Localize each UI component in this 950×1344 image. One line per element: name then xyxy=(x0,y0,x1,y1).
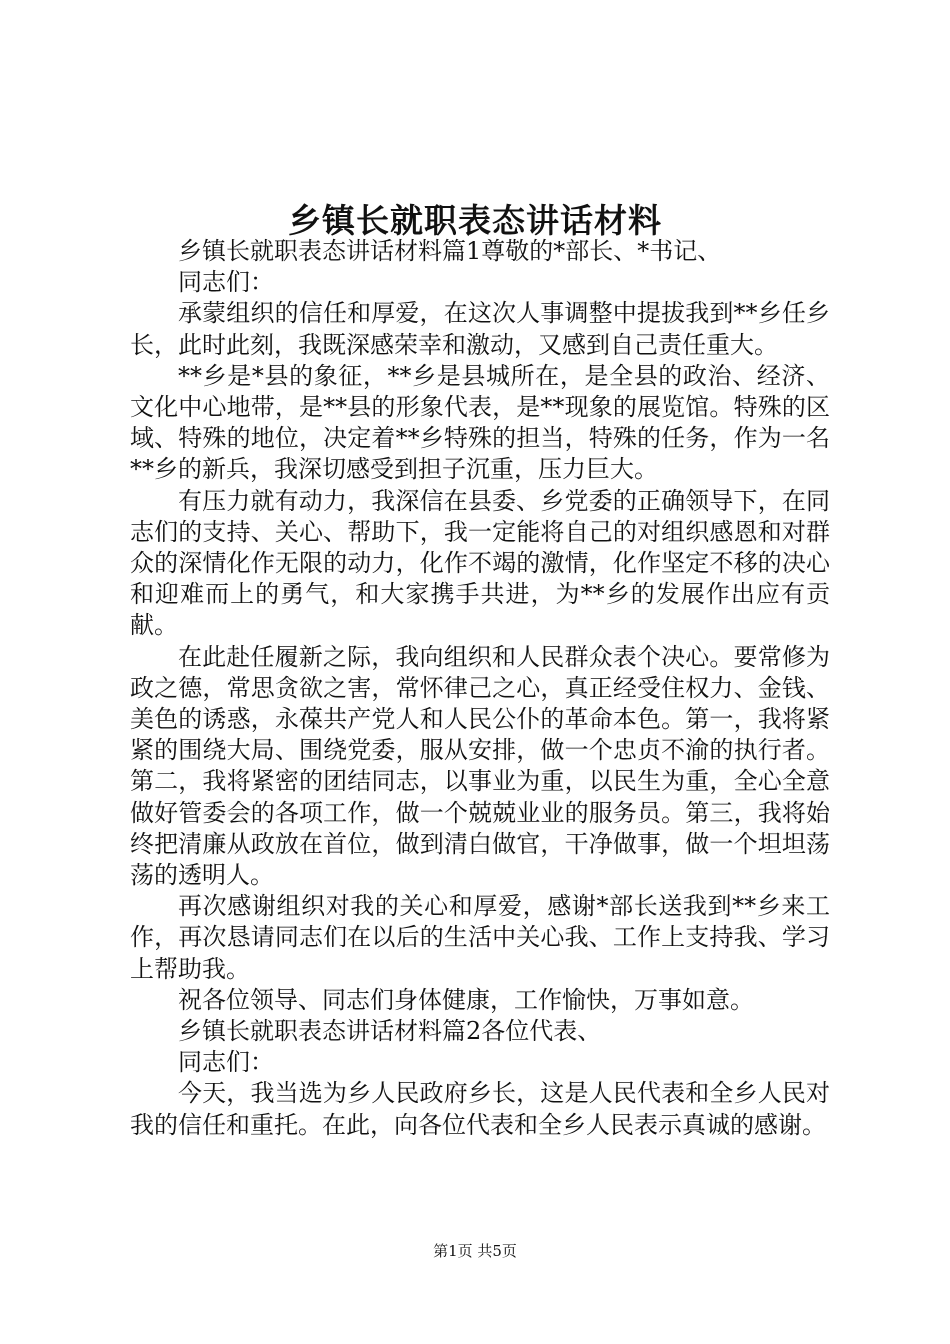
paragraph: 再次感谢组织对我的关心和厚爱，感谢*部长送我到**乡来工作，再次恳请同志们在以后的生活中关心我、工作上支持我、学习上帮助我。 xyxy=(130,892,830,983)
paragraph: 乡镇长就职表态讲话材料篇2各位代表、 xyxy=(178,1017,602,1046)
paragraph: 今天，我当选为乡人民政府乡长，这是人民代表和全乡人民对我的信任和重托。在此，向各位代表和全乡人民表示真诚的感谢。 xyxy=(130,1079,830,1139)
paragraph: 承蒙组织的信任和厚爱，在这次人事调整中提拔我到**乡任乡长，此时此刻，我既深感荣幸和激动，又感到自己责任重大。 xyxy=(130,299,830,359)
paragraph: **乡是*县的象征，**乡是县城所在，是全县的政治、经济、文化中心地带，是**县的形象代表，是**现象的展览馆。特殊的区域、特殊的地位，决定着**乡特殊的担当，特殊的任务，作为一名**乡的新兵，我深切感受到担子沉重，压力巨大。 xyxy=(130,361,830,484)
document-body xyxy=(130,236,830,1141)
paragraph: 同志们： xyxy=(178,1048,274,1077)
document-title: 乡镇长就职表态讲话材料 xyxy=(288,201,662,241)
page-number-footer: 第1页 共5页 xyxy=(433,1242,517,1260)
paragraph: 有压力就有动力，我深信在县委、乡党委的正确领导下，在同志们的支持、关心、帮助下，我一定能将自己的对组织感恩和对群众的深情化作无限的动力，化作不竭的激情，化作坚定不移的决心和迎难而上的勇气，和大家携手共进，为**乡的发展作出应有贡献。 xyxy=(130,486,830,640)
paragraph: 同志们： xyxy=(178,268,274,297)
paragraph: 在此赴任履新之际，我向组织和人民群众表个决心。要常修为政之德，常思贪欲之害，常怀律己之心，真正经受住权力、金钱、美色的诱惑，永葆共产党人和人民公仆的革命本色。第一，我将紧紧的围绕大局、围绕党委，服从安排，做一个忠贞不渝的执行者。第二，我将紧密的团结同志，以事业为重，以民生为重，全心全意做好管委会的各项工作，做一个兢兢业业的服务员。第三，我将始终把清廉从政放在首位，做到清白做官，干净做事，做一个坦坦荡荡的透明人。 xyxy=(130,642,830,890)
paragraph: 乡镇长就职表态讲话材料篇1尊敬的*部长、*书记、 xyxy=(178,237,722,265)
paragraph: 祝各位领导、同志们身体健康，工作愉快，万事如意。 xyxy=(178,985,754,1014)
